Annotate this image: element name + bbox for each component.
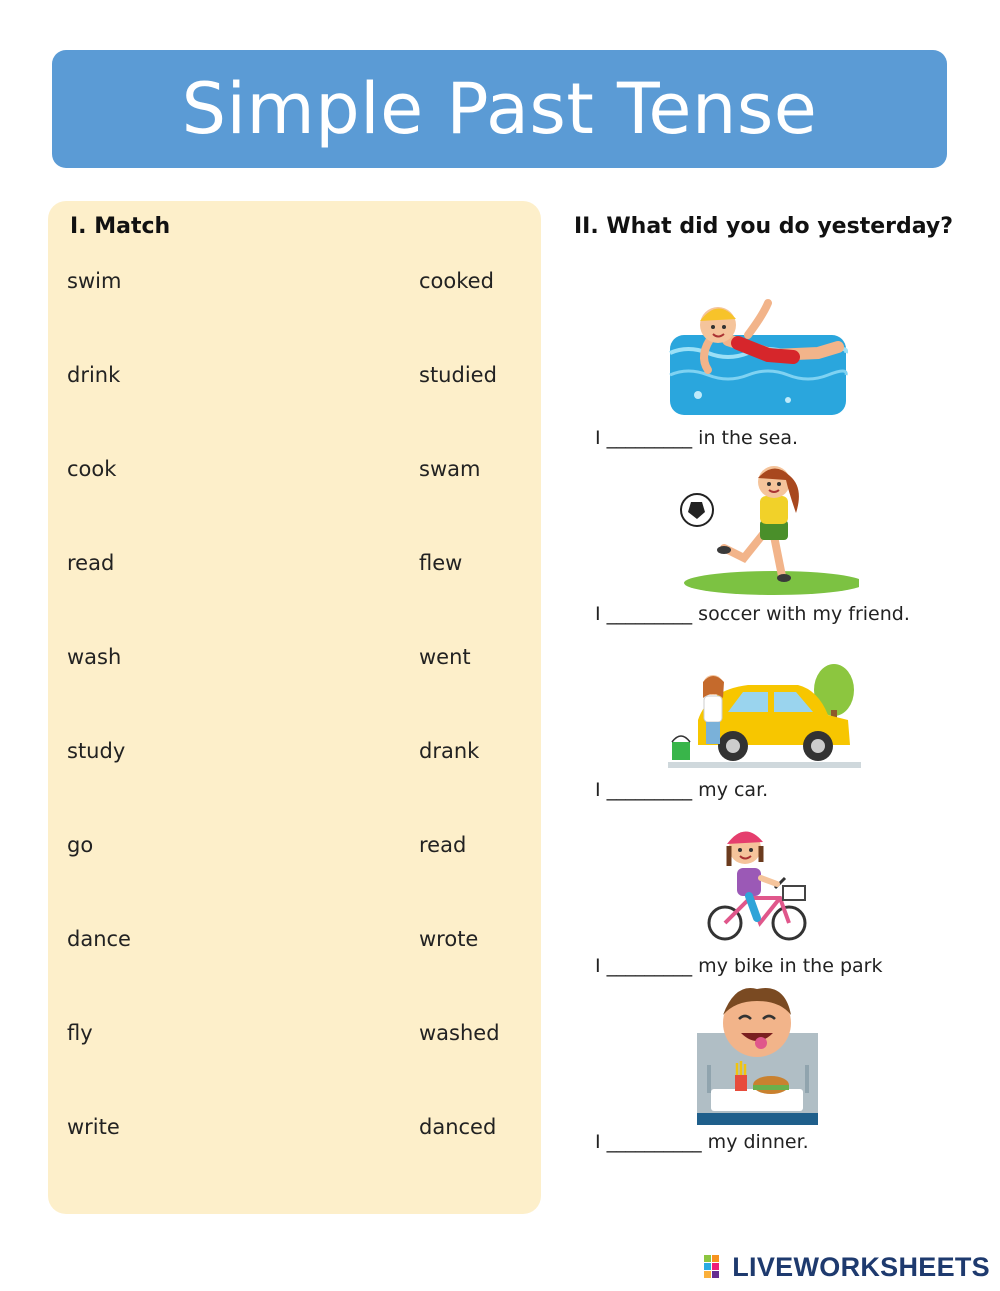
match-left-word[interactable]: write — [67, 1115, 120, 1139]
match-right-word[interactable]: wrote — [419, 927, 479, 951]
match-right-word[interactable]: cooked — [419, 269, 494, 293]
sentence-5: I __________ my dinner. — [595, 1131, 809, 1153]
match-right-word[interactable]: read — [419, 833, 467, 857]
match-right-word[interactable]: studied — [419, 363, 497, 387]
girl-playing-soccer-image — [664, 458, 859, 596]
match-left-word[interactable]: drink — [67, 363, 121, 387]
title-banner — [52, 50, 947, 168]
match-right-word[interactable]: swam — [419, 457, 481, 481]
boy-eating-dinner-image — [695, 985, 820, 1127]
sentence-3: I _________ my car. — [595, 779, 769, 801]
match-left-word[interactable]: cook — [67, 457, 117, 481]
swimming-boy-image — [668, 295, 848, 417]
sentence-1: I _________ in the sea. — [595, 427, 799, 449]
match-left-word[interactable]: fly — [67, 1021, 93, 1045]
page-title: Simple Past Tense — [181, 68, 818, 150]
match-left-word[interactable]: go — [67, 833, 94, 857]
logo-blocks-icon — [704, 1255, 728, 1279]
girl-washing-car-image — [668, 650, 861, 770]
match-right-word[interactable]: washed — [419, 1021, 500, 1045]
match-left-word[interactable]: wash — [67, 645, 122, 669]
match-right-word[interactable]: flew — [419, 551, 463, 575]
match-left-word[interactable]: read — [67, 551, 115, 575]
match-heading: I. Match — [70, 214, 171, 239]
match-left-word[interactable]: swim — [67, 269, 122, 293]
logo-text: LIVEWORKSHEETS — [732, 1251, 990, 1282]
question-heading: II. What did you do yesterday? — [574, 214, 953, 239]
match-right-word[interactable]: drank — [419, 739, 480, 763]
liveworksheets-logo[interactable] — [704, 1251, 990, 1283]
match-left-word[interactable]: dance — [67, 927, 131, 951]
sentence-2: I _________ soccer with my friend. — [595, 603, 910, 625]
match-right-word[interactable]: danced — [419, 1115, 497, 1139]
sentence-4: I _________ my bike in the park — [595, 955, 883, 977]
match-right-word[interactable]: went — [419, 645, 471, 669]
match-panel — [48, 201, 541, 1214]
match-left-word[interactable]: study — [67, 739, 126, 763]
girl-riding-bike-image — [705, 818, 810, 942]
